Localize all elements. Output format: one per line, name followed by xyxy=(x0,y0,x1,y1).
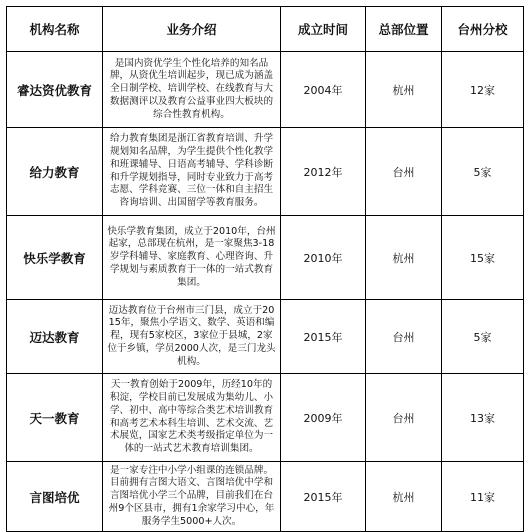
institution-name: 天一教育 xyxy=(7,374,103,462)
table-row xyxy=(7,300,524,374)
institution-table xyxy=(6,6,524,532)
table-row xyxy=(7,128,524,216)
branch-count: 11家 xyxy=(442,462,524,532)
table-row xyxy=(7,462,524,532)
founded-year: 2010年 xyxy=(281,216,366,300)
headquarters: 台州 xyxy=(366,300,442,374)
institution-name: 迈达教育 xyxy=(7,300,103,374)
headquarters: 台州 xyxy=(366,374,442,462)
headquarters: 杭州 xyxy=(366,52,442,128)
institution-table-container xyxy=(6,6,523,532)
header-name: 机构名称 xyxy=(7,7,103,52)
institution-description: 迈达教育位于台州市三门县，成立于2015年，聚焦小学语文、数学、英语和编程，现有5家校区，3家位于县城，2家位于乡镇，学员2000人次，是三门龙头机构。 xyxy=(103,300,281,374)
header-founded: 成立时间 xyxy=(281,7,366,52)
headquarters: 杭州 xyxy=(366,216,442,300)
institution-name: 快乐学教育 xyxy=(7,216,103,300)
branch-count: 12家 xyxy=(442,52,524,128)
table-header-row xyxy=(7,7,524,52)
table-row xyxy=(7,52,524,128)
institution-description: 天一教育创始于2009年，历经10年的积淀，学校目前已发展成为集幼儿、小学、初中、高中等综合类艺术培训教育和高考艺术本科生培训、艺术交流、艺术展览，国家艺术类考级指定单位为一体的一站式艺术教育培训集团。 xyxy=(103,374,281,462)
institution-name: 睿达资优教育 xyxy=(7,52,103,128)
founded-year: 2015年 xyxy=(281,300,366,374)
founded-year: 2015年 xyxy=(281,462,366,532)
institution-description: 是一家专注中小学小组课的连锁品牌。目前拥有言图大语文、言图培优中学和言图培优小学三个品牌，目前我们在台州9个区县市，拥有1余家学习中心，年服务学生5000+人次。 xyxy=(103,462,281,532)
branch-count: 5家 xyxy=(442,300,524,374)
table-row xyxy=(7,374,524,462)
founded-year: 2004年 xyxy=(281,52,366,128)
institution-name: 言图培优 xyxy=(7,462,103,532)
institution-description: 给力教育集团是浙江省教育培训、升学规划知名品牌，为学生提供个性化教学和班课辅导、日语高考辅导、学科诊断和升学规划指导，同时专业致力于高考志愿、学科竞赛、三位一体和自主招生咨询培训、出国留学等教育服务。 xyxy=(103,128,281,216)
table-row xyxy=(7,216,524,300)
branch-count: 15家 xyxy=(442,216,524,300)
branch-count: 13家 xyxy=(442,374,524,462)
header-branches: 台州分校 xyxy=(442,7,524,52)
institution-description: 是国内资优学生个性化培养的知名品牌，从资优生培训起步，现已成为涵盖全日制学校、培训学校、在线教育与大数据测评以及教育公益事业四大板块的综合性教育机构。 xyxy=(103,52,281,128)
institution-name: 给力教育 xyxy=(7,128,103,216)
headquarters: 台州 xyxy=(366,128,442,216)
headquarters: 杭州 xyxy=(366,462,442,532)
header-headquarters: 总部位置 xyxy=(366,7,442,52)
header-description: 业务介绍 xyxy=(103,7,281,52)
branch-count: 5家 xyxy=(442,128,524,216)
institution-description: 快乐学教育集团，成立于2010年，台州起家，总部现在杭州，是一家聚焦3-18岁学科辅导、家庭教育、心理咨询、升学规划与素质教育于一体的一站式教育集团。 xyxy=(103,216,281,300)
founded-year: 2009年 xyxy=(281,374,366,462)
founded-year: 2012年 xyxy=(281,128,366,216)
